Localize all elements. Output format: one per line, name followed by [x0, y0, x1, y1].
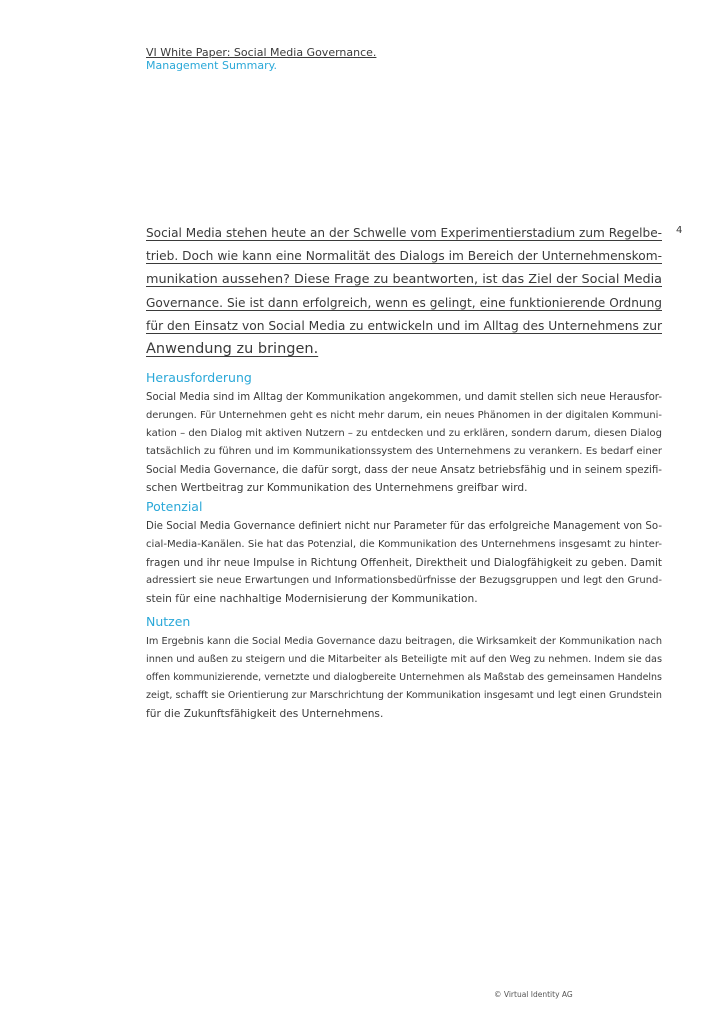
body-line: Im Ergebnis kann die Social Media Governance dazu beitragen, die Wirksamkeit der Kommunikation nach: [146, 636, 662, 647]
body-line: adressiert sie neue Erwartungen und Informationsbedürfnisse der Bezugsgruppen und legt den Grund-: [146, 575, 662, 587]
section-nutzen: [146, 614, 662, 723]
section-heading: Nutzen: [146, 614, 191, 629]
footer-copyright: © Virtual Identity AG: [494, 990, 573, 999]
document-title: VI White Paper: Social Media Governance.: [146, 46, 377, 59]
body-line: offen kommunizierende, vernetzte und dialogbereite Unternehmen als Maßstab des gemeinsamen Handelns: [146, 672, 662, 684]
body-line: tatsächlich zu führen und im Kommunikationssystem des Unternehmens zu verankern. Es bedarf einer: [146, 446, 662, 458]
lead-paragraph: [146, 222, 662, 361]
body-line: zeigt, schafft sie Orientierung zur Marschrichtung der Kommunikation insgesamt und legt einen Grundstein: [146, 690, 662, 702]
section-heading: Herausforderung: [146, 370, 252, 385]
lead-line: Governance. Sie ist dann erfolgreich, wenn es gelingt, eine funktionierende Ordnung: [146, 295, 662, 310]
body-line: innen und außen zu steigern und die Mitarbeiter als Beteiligte mit auf den Weg zu nehmen. Indem sie das: [146, 654, 662, 666]
body-line: derungen. Für Unternehmen geht es nicht mehr darum, ein neues Phänomen in der digitalen Kommuni-: [146, 410, 662, 422]
body-line: Social Media sind im Alltag der Kommunikation angekommen, und damit stellen sich neue Herausfor-: [146, 392, 662, 403]
body-line: Die Social Media Governance definiert nicht nur Parameter für das erfolgreiche Management von So-: [146, 521, 662, 532]
body-line: stein für eine nachhaltige Modernisierung der Kommunikation.: [146, 593, 478, 606]
body-line: fragen und ihr neue Impulse in Richtung Offenheit, Direktheit und Dialogfähigkeit zu geben. Damit: [146, 557, 662, 570]
page-number: 4: [676, 225, 683, 236]
body-line: Social Media Governance, die dafür sorgt, dass der neue Ansatz betriebsfähig und in seinem spezifi-: [146, 464, 662, 477]
body-line: schen Wertbeitrag zur Kommunikation des Unternehmens greifbar wird.: [146, 482, 528, 495]
section-heading: Potenzial: [146, 499, 203, 514]
section-herausforderung: [146, 370, 662, 498]
body-line: für die Zukunftsfähigkeit des Unternehmens.: [146, 708, 384, 721]
lead-line: Social Media stehen heute an der Schwelle vom Experimentierstadium zum Regelbe-: [146, 226, 662, 240]
page-header: [146, 46, 566, 72]
body-line: cial-Media-Kanälen. Sie hat das Potenzial, die Kommunikation des Unternehmens insgesamt zu hinter-: [146, 539, 662, 551]
lead-line: trieb. Doch wie kann eine Normalität des Dialogs im Bereich der Unternehmenskom-: [146, 249, 662, 264]
lead-line: für den Einsatz von Social Media zu entwickeln und im Alltag des Unternehmens zur: [146, 318, 662, 333]
section-title: Management Summary.: [146, 59, 278, 72]
body-line: kation – den Dialog mit aktiven Nutzern – zu entdecken und zu erklären, sondern darum, diesen Dialog: [146, 428, 662, 440]
section-potenzial: [146, 499, 662, 608]
lead-line: Anwendung zu bringen.: [146, 341, 319, 358]
lead-line: munikation aussehen? Diese Frage zu beantworten, ist das Ziel der Social Media: [146, 272, 662, 288]
